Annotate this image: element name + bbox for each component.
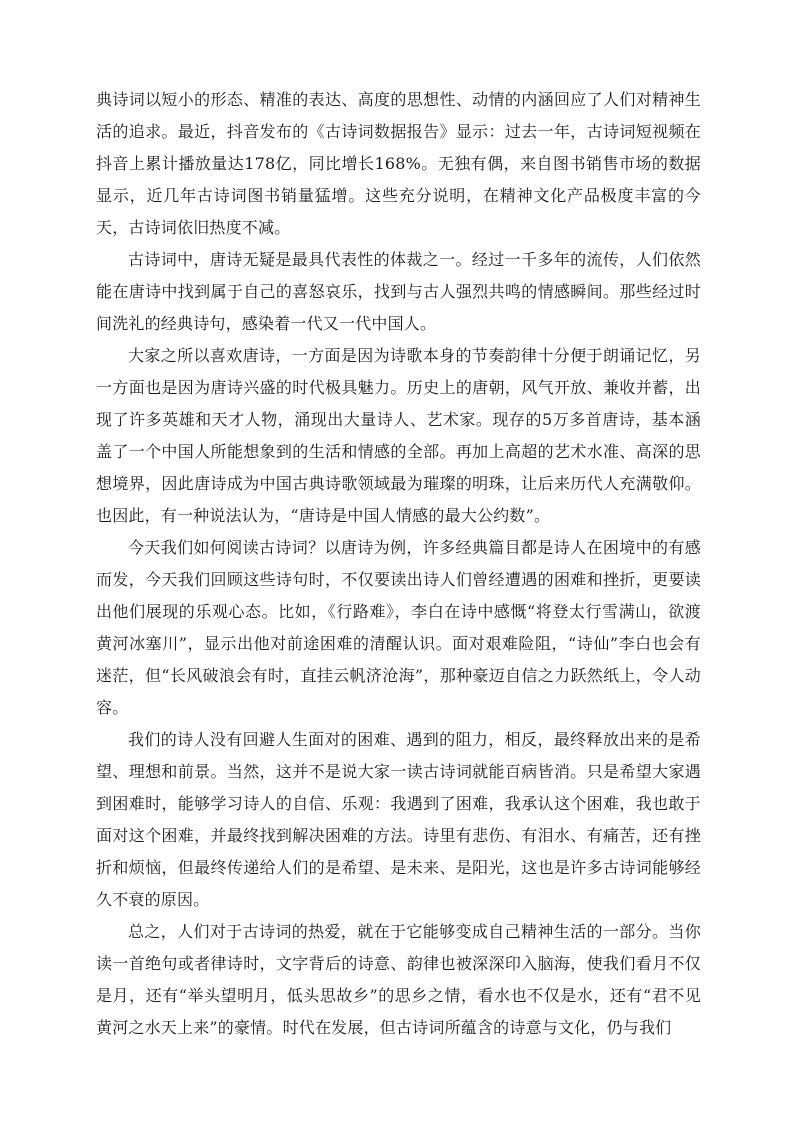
paragraph-3: 大家之所以喜欢唐诗，一方面是因为诗歌本身的节奏韵律十分便于朗诵记忆，另一方面也是因为唐诗兴盛的时代极具魅力。历史上的唐朝，风气开放、兼收并蓄，出现了许多英雄和天才人物，涌现出大量诗人、艺术家。现存的5万多首唐诗，基本涵盖了一个中国人所能想象到的生活和情感的全部。再加上高超的艺术水准、高深的思想境界，因此唐诗成为中国古典诗歌领域最为璀璨的明珠，让后来历代人充满敬仰。也因此，有一种说法认为，“唐诗是中国人情感的最大公约数”。 (96, 346, 701, 525)
paragraph-2: 古诗词中，唐诗无疑是最具代表性的体裁之一。经过一千多年的流传，人们依然能在唐诗中找到属于自己的喜怒哀乐，找到与古人强烈共鸣的情感瞬间。那些经过时间洗礼的经典诗句，感染着一代又一代中国人。 (96, 250, 701, 333)
paragraph-6: 总之，人们对于古诗词的热爱，就在于它能够变成自己精神生活的一部分。当你读一首绝句或者律诗时，文字背后的诗意、韵律也被深深印入脑海，使我们看月不仅是月，还有“举头望明月，低头思故乡”的思乡之情，看水也不仅是水，还有“君不见黄河之水天上来”的豪情。时代在发展，但古诗词所蕴含的诗意与文化，仍与我们 (96, 922, 701, 1037)
article-body (96, 84, 701, 1044)
paragraph-1: 典诗词以短小的形态、精准的表达、高度的思想性、动情的内涵回应了人们对精神生活的追求。最近，抖音发布的《古诗词数据报告》显示：过去一年，古诗词短视频在抖音上累计播放量达178亿，同比增长168%。无独有偶，来自图书销售市场的数据显示，近几年古诗词图书销量猛增。这些充分说明，在精神文化产品极度丰富的今天，古诗词依旧热度不减。 (96, 90, 701, 237)
paragraph-5: 我们的诗人没有回避人生面对的困难、遇到的阻力，相反，最终释放出来的是希望、理想和前景。当然，这并不是说大家一读古诗词就能百病皆消。只是希望大家遇到困难时，能够学习诗人的自信、乐观：我遇到了困难，我承认这个困难，我也敢于面对这个困难，并最终找到解决困难的方法。诗里有悲伤、有泪水、有痛苦，还有挫折和烦恼，但最终传递给人们的是希望、是未来、是阳光，这也是许多古诗词能够经久不衰的原因。 (96, 730, 701, 909)
paragraph-4: 今天我们如何阅读古诗词？以唐诗为例，许多经典篇目都是诗人在困境中的有感而发，今天我们回顾这些诗句时，不仅要读出诗人们曾经遭遇的困难和挫折，更要读出他们展现的乐观心态。比如，《行路难》，李白在诗中感慨“将登太行雪满山，欲渡黄河冰塞川”，显示出他对前途困难的清醒认识。面对艰难险阻，“诗仙”李白也会有迷茫，但“长风破浪会有时，直挂云帆济沧海”，那种豪迈自信之力跃然纸上，令人动容。 (96, 538, 701, 717)
